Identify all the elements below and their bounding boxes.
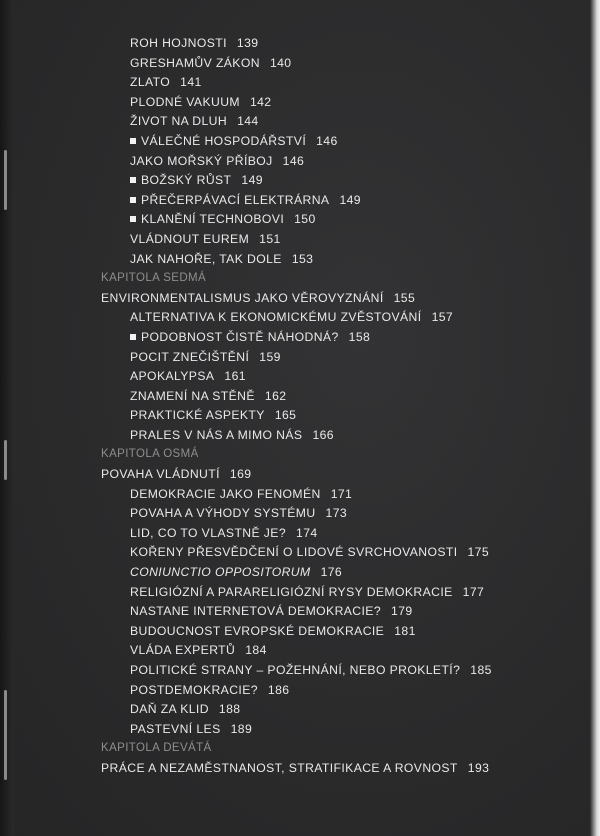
toc-entry (0, 54, 590, 74)
page-number: 142 (249, 94, 272, 109)
entry-title: ŽIVOT NA DLUH (130, 114, 228, 129)
toc-entry (0, 171, 590, 191)
toc-entry (0, 700, 590, 720)
toc-entry (0, 563, 590, 583)
toc-entry (0, 191, 590, 211)
toc-entry (0, 348, 590, 368)
page-number: 174 (296, 525, 318, 540)
entry-title: BOŽSKÝ RŮST (141, 173, 232, 188)
page-number: 158 (348, 329, 371, 344)
toc-entry (0, 681, 590, 701)
page-number: 177 (462, 584, 485, 599)
square-bullet-icon (130, 216, 136, 222)
entry-title: CONIUNCTIO OPPOSITORUM (130, 565, 311, 580)
entry-title: PRÁCE A NEZAMĚSTNANOST, STRATIFIKACE A ROVNOST (101, 760, 458, 775)
page-number: 162 (264, 388, 287, 403)
page-number: 149 (339, 192, 361, 207)
entry-title: POVAHA A VÝHODY SYSTÉMU (130, 506, 316, 521)
square-bullet-icon (130, 177, 136, 183)
page-number: 193 (467, 760, 490, 775)
toc-entry (0, 661, 590, 681)
entry-title: PODOBNOST ČISTĚ NÁHODNÁ? (141, 329, 339, 344)
toc-entry (0, 112, 590, 132)
toc-entry (0, 367, 590, 387)
toc-entry (0, 152, 590, 172)
toc-entry (0, 230, 590, 250)
page-number: 171 (330, 486, 353, 501)
entry-title: POLITICKÉ STRANY – POŽEHNÁNÍ, NEBO PROKLETÍ? (130, 663, 461, 677)
entry-title: KAPITOLA OSMÁ (101, 448, 199, 461)
entry-title: POCIT ZNEČIŠTĚNÍ (130, 349, 250, 364)
page-number: 169 (229, 467, 252, 482)
page-number: 139 (236, 36, 259, 50)
entry-title: APOKALYPSA (130, 369, 215, 384)
entry-title: KAPITOLA SEDMÁ (101, 272, 207, 285)
entry-title: ZNAMENÍ NA STĚNĚ (130, 388, 255, 403)
entry-title: KAPITOLA DEVÁTÁ (101, 742, 212, 755)
entry-title: VLÁDNOUT EUREM (130, 231, 250, 246)
page-number: 181 (394, 623, 416, 638)
square-bullet-icon (130, 334, 136, 340)
entry-title: POVAHA VLÁDNUTÍ (101, 467, 220, 482)
toc-entry (0, 93, 590, 113)
entry-title: GRESHAMŮV ZÁKON (130, 55, 260, 70)
toc-entry (0, 132, 590, 152)
page-number: 155 (393, 290, 416, 305)
page-number: 176 (320, 565, 343, 580)
entry-title: VÁLEČNÉ HOSPODÁŘSTVÍ (141, 133, 307, 148)
page-number: 151 (259, 231, 281, 246)
chapter-title-entry (0, 465, 590, 485)
entry-title: KLANĚNÍ TECHNOBOVI (141, 212, 285, 227)
page-number: 185 (470, 663, 492, 677)
page-number: 175 (467, 545, 490, 560)
toc-entry (0, 73, 590, 93)
chapter-label (0, 445, 590, 465)
entry-title: RELIGIÓZNÍ A PARARELIGIÓZNÍ RYSY DEMOKRACIE (130, 584, 453, 599)
page-number: 184 (245, 643, 267, 658)
toc-entry (0, 583, 590, 603)
page-number: 149 (241, 173, 263, 188)
toc-entry (0, 426, 590, 446)
entry-title: PRAKTICKÉ ASPEKTY (130, 408, 265, 423)
page-number: 146 (316, 133, 338, 148)
toc-entry (0, 250, 590, 270)
page-number: 157 (431, 310, 454, 325)
entry-title: DAŇ ZA KLID (130, 702, 209, 717)
page-number: 166 (312, 427, 334, 442)
page-number: 159 (259, 349, 281, 364)
toc-entry (0, 641, 590, 661)
entry-title: PŘEČERPÁVACÍ ELEKTRÁRNA (141, 192, 330, 207)
toc-entry (0, 622, 590, 642)
chapter-title-entry (0, 289, 590, 309)
entry-title: ROH HOJNOSTI (130, 36, 227, 50)
toc-entry (0, 210, 590, 230)
page-number: 141 (180, 75, 202, 90)
entry-title: DEMOKRACIE JAKO FENOMÉN (130, 486, 321, 501)
toc-entry (0, 328, 590, 348)
table-of-contents (0, 34, 590, 779)
toc-entry (0, 720, 590, 740)
entry-title: VLÁDA EXPERTŮ (130, 643, 236, 658)
page-number: 165 (274, 408, 297, 423)
page-number: 144 (237, 114, 259, 129)
entry-title: PASTEVNÍ LES (130, 721, 221, 736)
entry-title: ZLATO (130, 75, 171, 90)
entry-title: JAKO MOŘSKÝ PŘÍBOJ (130, 153, 273, 168)
toc-entry (0, 485, 590, 505)
entry-title: ENVIRONMENTALISMUS JAKO VĚROVYZNÁNÍ (101, 290, 384, 305)
toc-entry (0, 543, 590, 563)
toc-entry (0, 406, 590, 426)
entry-title: PLODNÉ VAKUUM (130, 94, 240, 109)
page-number: 186 (267, 682, 290, 697)
page-number: 146 (282, 153, 305, 168)
chapter-label (0, 739, 590, 759)
page-number: 153 (291, 251, 314, 266)
entry-title: ALTERNATIVA K EKONOMICKÉMU ZVĚSTOVÁNÍ (130, 310, 422, 325)
page-number: 140 (269, 55, 292, 70)
page-number: 161 (224, 369, 246, 384)
toc-entry (0, 504, 590, 524)
entry-title: POSTDEMOKRACIE? (130, 682, 258, 697)
entry-title: KOŘENY PŘESVĚDČENÍ O LIDOVÉ SVRCHOVANOSTI (130, 545, 458, 560)
square-bullet-icon (130, 138, 136, 144)
page-number: 150 (294, 212, 316, 227)
toc-entry (0, 602, 590, 622)
toc-entry (0, 308, 590, 328)
page-edge (590, 0, 600, 836)
square-bullet-icon (130, 197, 136, 203)
entry-title: NASTANE INTERNETOVÁ DEMOKRACIE? (130, 604, 382, 619)
page-number: 173 (325, 506, 348, 521)
chapter-title-entry (0, 759, 590, 779)
page-number: 179 (391, 604, 413, 619)
entry-title: BUDOUCNOST EVROPSKÉ DEMOKRACIE (130, 623, 385, 638)
toc-entry (0, 387, 590, 407)
chapter-label (0, 269, 590, 289)
entry-title: LID, CO TO VLASTNĚ JE? (130, 525, 287, 540)
page-number: 188 (218, 702, 241, 717)
page-number: 189 (230, 721, 253, 736)
toc-entry (0, 34, 590, 54)
entry-title: PRALES V NÁS A MIMO NÁS (130, 427, 303, 442)
toc-entry (0, 524, 590, 544)
entry-title: JAK NAHOŘE, TAK DOLE (130, 251, 282, 266)
